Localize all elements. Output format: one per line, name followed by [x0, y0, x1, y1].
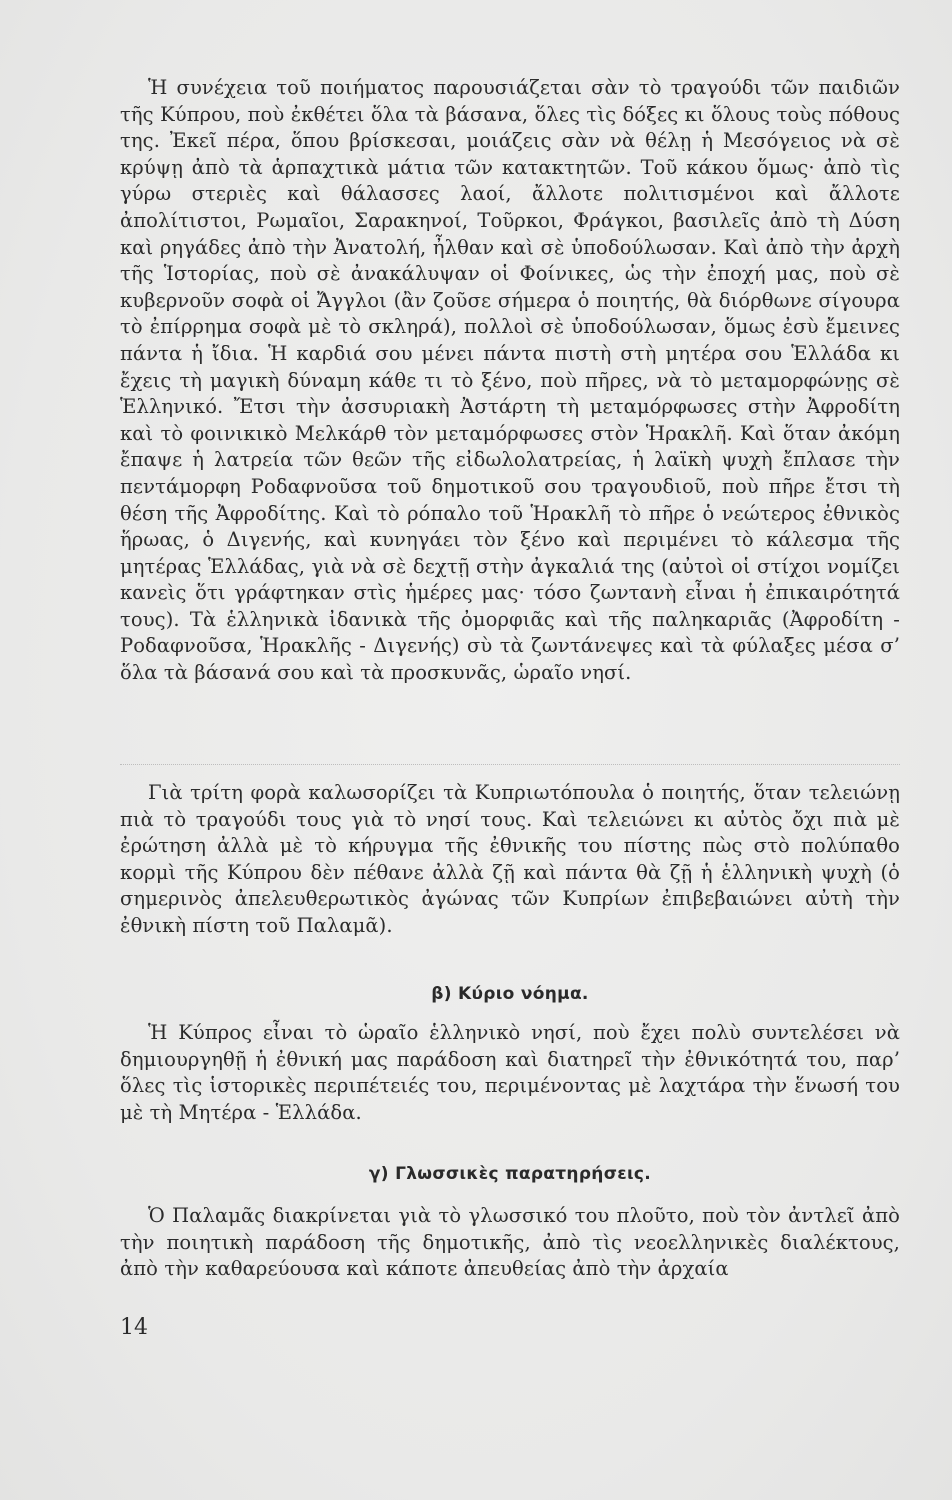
- heading-main-meaning: β) Κύριο νόημα.: [431, 984, 589, 1004]
- paragraph-3: Ἡ Κύπρος εἶναι τὸ ὡραῖο ἑλληνικὸ νησί, ποὺ ἔχει πολὺ συντελέσει νὰ δημιουργηθῇ ἡ ἐθνική μας παράδοση καὶ διατηρεῖ τὴν ἐθνικότητά του, παρ’ ὅλες τὶς ἱστορικὲς περιπέτειές του, περιμένοντας μὲ λαχτάρα τὴν ἕνωσή του μὲ τὴ Μητέρα - Ἑλλάδα.: [120, 1021, 900, 1124]
- text-section-1: [120, 75, 900, 687]
- text-section-2: [120, 780, 900, 940]
- paragraph-2: Γιὰ τρίτη φορὰ καλωσορίζει τὰ Κυπριωτόπουλα ὁ ποιητής, ὅταν τελειώνῃ πιὰ τὸ τραγούδι τους γιὰ τὸ νησί τους. Καὶ τελειώνει κι αὐτὸς ὄχι πιὰ μὲ ἐρώτηση ἀλλὰ μὲ τὸ κήρυγμα τῆς ἐθνικῆς του πίστης πὼς στὸ πολύπαθο κορμὶ τῆς Κύπρου δὲν πέθανε ἀλλὰ ζῇ καὶ πάντα θὰ ζῇ ἡ ἑλληνικὴ ψυχὴ (ὁ σημερινὸς ἀπελευθερωτικὸς ἀγώνας τῶν Κυπρίων ἐπιβεβαιώνει αὐτὴ τὴν ἐθνικὴ πίστη τοῦ Παλαμᾶ).: [120, 781, 900, 937]
- text-section-4: [120, 1203, 900, 1283]
- section-divider: [120, 764, 900, 765]
- paragraph-1: Ἡ συνέχεια τοῦ ποιήματος παρουσιάζεται σὰν τὸ τραγούδι τῶν παιδιῶν τῆς Κύπρου, ποὺ ἐκθέτει ὅλα τὰ βάσανα, ὅλες τὶς δόξες κι ὅλους τοὺς πόθους της. Ἐκεῖ πέρα, ὅπου βρίσκεσαι, μοιάζεις σὰν νὰ θέλῃ ἡ Μεσόγειος νὰ σὲ κρύψῃ ἀπὸ τὰ ἁρπαχτικὰ μάτια τῶν κατακτητῶν. Τοῦ κάκου ὅμως· ἀπὸ τὶς γύρω στεριὲς καὶ θάλασσες λαοί, ἄλλοτε πολιτισμένοι καὶ ἄλλοτε ἀπολίτιστοι, Ρωμαῖοι, Σαρακηνοί, Τοῦρκοι, Φράγκοι, βασιλεῖς ἀπὸ τὴ Δύση καὶ ρηγάδες ἀπὸ τὴν Ἀνατολή, ἦλθαν καὶ σὲ ὑποδούλωσαν. Καὶ ἀπὸ τὴν ἀρχὴ τῆς Ἱστορίας, ποὺ σὲ ἀνακάλυψαν οἱ Φοίνικες, ὡς τὴν ἐποχή μας, ποὺ σὲ κυβερνοῦν σοφὰ οἱ Ἄγγλοι (ἂν ζοῦσε σήμερα ὁ ποιητής, θὰ διόρθωνε σίγουρα τὸ ἐπίρρημα σοφὰ μὲ τὸ σκληρά), πολλοὶ σὲ ὑποδούλωσαν, ὅμως ἐσὺ ἔμεινες πάντα ἡ ἴδια. Ἡ καρδιά σου μένει πάντα πιστὴ στὴ μητέρα σου Ἑλλάδα κι ἔχεις τὴ μαγικὴ δύναμη κάθε τι τὸ ξένο, ποὺ πῆρες, νὰ τὸ μεταμορφώνῃς σὲ Ἑλληνικό. Ἔτσι τὴν ἀσσυριακὴ Ἀστάρτη τὴ μεταμόρφωσες στὴν Ἀφροδίτη καὶ τὸ φοινικικὸ Μελκάρθ τὸν μεταμόρφωσες στὸν Ἡρακλῆ. Καὶ ὅταν ἀκόμη ἔπαψε ἡ λατρεία τῶν θεῶν τῆς εἰδωλολατρείας, ἡ λαϊκὴ ψυχὴ ἔπλασε τὴν πεντάμορφη Ροδαφνοῦσα τοῦ δημοτικοῦ σου τραγουδιοῦ, ποὺ πῆρε ἔτσι τὴ θέση τῆς Ἀφροδίτης. Καὶ τὸ ρόπαλο τοῦ Ἡρακλῆ τὸ πῆρε ὁ νεώτερος ἐθνικὸς ἥρωας, ὁ Διγενής, καὶ κυνηγάει τὸν ξένο καὶ περιμένει τὸ κάλεσμα τῆς μητέρας Ἑλλάδας, γιὰ νὰ σὲ δεχτῇ στὴν ἀγκαλιά της (αὐτοὶ οἱ στίχοι νομίζει κανεὶς ὅτι γράφτηκαν στὶς ἡμέρες μας· τόσο ζωντανὴ εἶναι ἡ ἐπικαιρότητά τους). Τὰ ἑλληνικὰ ἰδανικὰ τῆς ὀμορφιᾶς καὶ τῆς παληκαριᾶς (Ἀφροδίτη - Ροδαφνοῦσα, Ἡρακλῆς - Διγενής) σὺ τὰ ζωντάνεψες καὶ τὰ φύλαξες μέσα σ’ ὅλα τὰ βάσανά σου καὶ τὰ προσκυνᾶς, ὡραῖο νησί.: [120, 76, 900, 685]
- heading-language-notes: γ) Γλωσσικὲς παρατηρήσεις.: [368, 1164, 652, 1184]
- page-number: 14: [120, 1315, 148, 1340]
- paragraph-4: Ὁ Παλαμᾶς διακρίνεται γιὰ τὸ γλωσσικό του πλοῦτο, ποὺ τὸν ἀντλεῖ ἀπὸ τὴν ποιητικὴ παράδοση τῆς δημοτικῆς, ἀπὸ τὶς νεοελληνικὲς διαλέκτους, ἀπὸ τὴν καθαρεύουσα καὶ κάποτε ἀπευθείας ἀπὸ τὴν ἀρχαία: [120, 1204, 900, 1281]
- text-section-3: [120, 1020, 900, 1126]
